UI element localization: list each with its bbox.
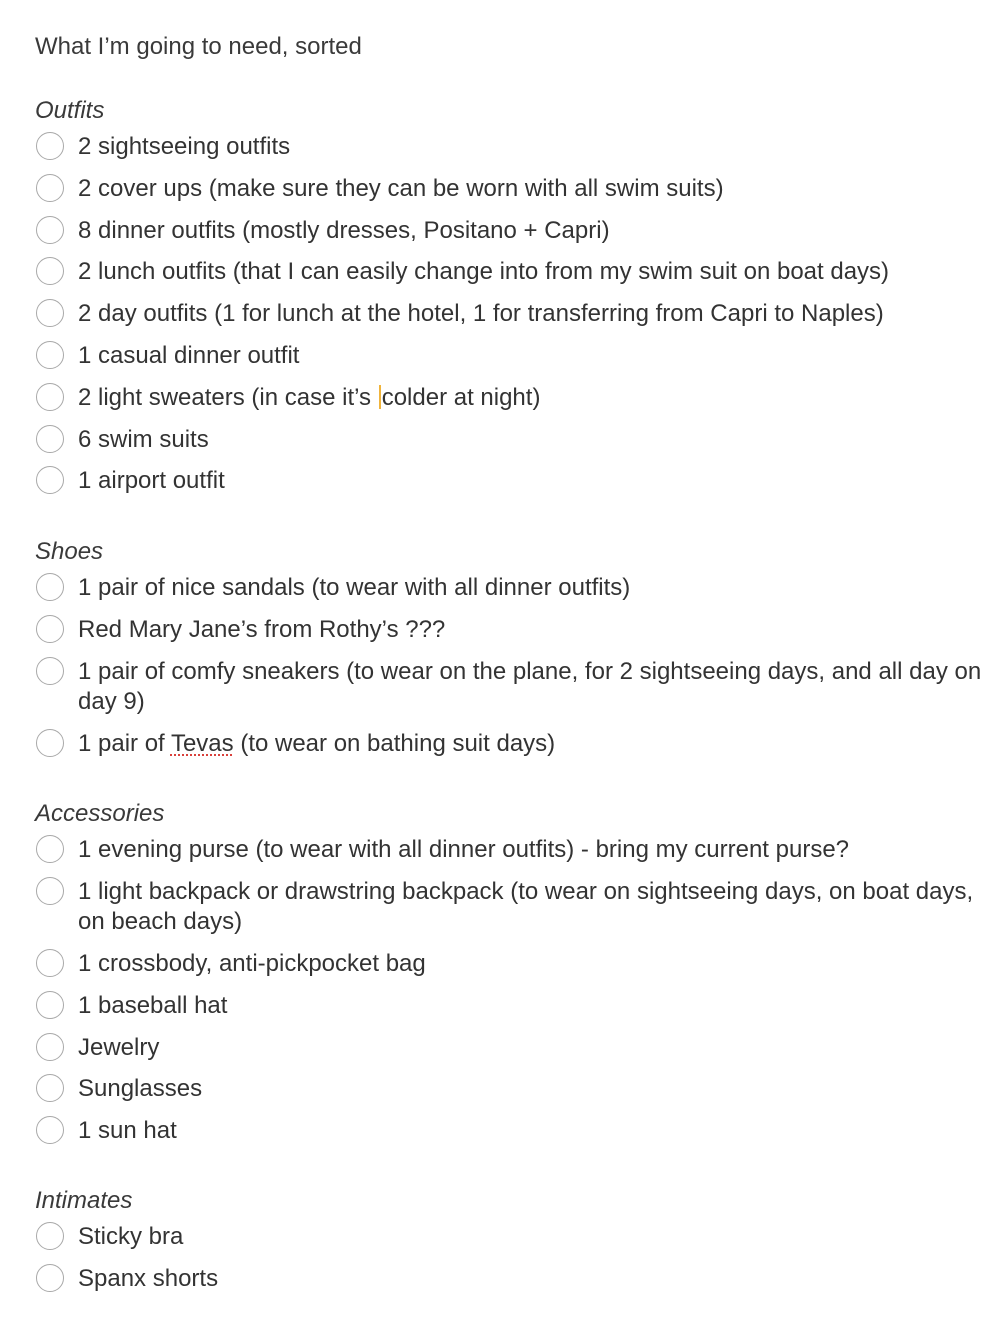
- checklist-item[interactable]: [35, 341, 985, 372]
- checklist-item[interactable]: [35, 1116, 985, 1147]
- checklist-item-text[interactable]: 1 crossbody, anti-pickpocket bag: [78, 950, 426, 978]
- checkbox[interactable]: [36, 657, 64, 685]
- checkbox[interactable]: [36, 1074, 64, 1102]
- text-segment: 1 pair of: [78, 729, 171, 757]
- section-heading[interactable]: Outfits: [35, 97, 105, 124]
- section-heading[interactable]: Shoes: [35, 538, 104, 565]
- checklist-item[interactable]: [35, 877, 985, 938]
- checklist-item[interactable]: [35, 835, 985, 866]
- checklist-item[interactable]: [35, 1074, 985, 1105]
- checklist-item[interactable]: [35, 216, 985, 247]
- checklist-item-text[interactable]: 1 airport outfit: [78, 467, 225, 495]
- checklist-item[interactable]: [35, 729, 985, 760]
- checkbox[interactable]: [36, 216, 64, 244]
- checklist-item[interactable]: [35, 174, 985, 205]
- checklist-item[interactable]: [35, 1264, 985, 1295]
- checklist-item[interactable]: [35, 132, 985, 163]
- checklist-item-text[interactable]: Sticky bra: [78, 1223, 184, 1250]
- checkbox[interactable]: [36, 1222, 64, 1250]
- checkbox[interactable]: [36, 132, 64, 160]
- text-segment: (to wear on bathing suit days): [233, 729, 556, 757]
- checkbox[interactable]: [36, 174, 64, 202]
- checklist: [35, 835, 985, 1147]
- section-intimates: [35, 1186, 985, 1306]
- checklist: [35, 573, 985, 759]
- checklist-item-text[interactable]: 6 swim suits: [78, 425, 209, 453]
- section-heading[interactable]: Accessories: [35, 800, 165, 827]
- checkbox[interactable]: [36, 1116, 64, 1144]
- checkbox[interactable]: [36, 991, 64, 1019]
- checklist-item-text[interactable]: 1 pair of nice sandals (to wear with all dinner outfits): [78, 574, 631, 601]
- note-title[interactable]: What I’m going to need, sorted: [35, 33, 362, 60]
- checklist: [35, 132, 985, 497]
- checklist-item[interactable]: [35, 991, 985, 1022]
- spellcheck-word[interactable]: Tevas: [170, 729, 234, 757]
- checklist-item[interactable]: [35, 949, 985, 980]
- checkbox[interactable]: [36, 466, 64, 494]
- text-before-caret: 2 light sweaters (in case it’s: [78, 383, 378, 411]
- checklist-item[interactable]: [35, 299, 985, 330]
- section-accessories: [35, 799, 985, 1158]
- section-outfits: [35, 96, 985, 508]
- checklist-item-text[interactable]: 8 dinner outfits (mostly dresses, Positano + Capri): [78, 216, 610, 244]
- checklist: [35, 1222, 985, 1294]
- checkbox[interactable]: [36, 835, 64, 863]
- checklist-item-text[interactable]: Jewelry: [78, 1033, 160, 1061]
- checklist-item-text[interactable]: 1 baseball hat: [78, 991, 228, 1019]
- checklist-item-text[interactable]: Spanx shorts: [78, 1264, 219, 1292]
- checkbox[interactable]: [36, 1033, 64, 1061]
- checklist-item[interactable]: [35, 657, 985, 718]
- checklist-item-text[interactable]: Red Mary Jane’s from Rothy’s ???: [78, 615, 446, 643]
- checklist-item-text[interactable]: 1 sun hat: [78, 1117, 177, 1145]
- checklist-item-text[interactable]: 2 lunch outfits (that I can easily change into from my swim suit on boat days): [78, 258, 890, 286]
- checklist-item-text[interactable]: 2 sightseeing outfits: [78, 133, 291, 160]
- checkbox[interactable]: [36, 1264, 64, 1292]
- checkbox[interactable]: [36, 425, 64, 453]
- checkbox[interactable]: [36, 573, 64, 601]
- checklist-item-text[interactable]: [78, 384, 540, 411]
- checkbox[interactable]: [36, 383, 64, 411]
- checkbox[interactable]: [36, 949, 64, 977]
- checklist-item-text[interactable]: 1 evening purse (to wear with all dinner outfits) - bring my current purse?: [78, 836, 850, 863]
- checklist-item-text[interactable]: Sunglasses: [78, 1075, 203, 1103]
- section-heading[interactable]: Intimates: [35, 1187, 133, 1214]
- checkbox[interactable]: [36, 341, 64, 369]
- checklist-item-text[interactable]: 1 light backpack or drawstring backpack (to wear on sightseeing days, on boat days, on beach days): [78, 877, 974, 936]
- checklist-item[interactable]: [35, 466, 985, 497]
- text-after-caret: colder at night): [381, 383, 541, 411]
- checkbox[interactable]: [36, 615, 64, 643]
- checkbox[interactable]: [36, 877, 64, 905]
- checkbox[interactable]: [36, 299, 64, 327]
- text-caret: [379, 385, 381, 409]
- checklist-item-text[interactable]: 2 cover ups (make sure they can be worn with all swim suits): [78, 174, 724, 202]
- checklist-item[interactable]: [35, 383, 985, 414]
- checklist-item[interactable]: [35, 573, 985, 604]
- section-shoes: [35, 537, 985, 771]
- checklist-item[interactable]: [35, 257, 985, 288]
- checklist-item[interactable]: [35, 615, 985, 646]
- checklist-item[interactable]: [35, 1222, 985, 1253]
- checkbox[interactable]: [36, 257, 64, 285]
- checklist-item-text[interactable]: [78, 730, 555, 757]
- checkbox[interactable]: [36, 729, 64, 757]
- checklist-item-text[interactable]: 1 casual dinner outfit: [78, 341, 300, 369]
- checklist-item-text[interactable]: 2 day outfits (1 for lunch at the hotel, 1 for transferring from Capri to Naples): [78, 300, 884, 328]
- checklist-item-text[interactable]: 1 pair of comfy sneakers (to wear on the plane, for 2 sightseeing days, and all day on day 9): [78, 657, 982, 716]
- checklist-item[interactable]: [35, 425, 985, 456]
- checklist-item[interactable]: [35, 1033, 985, 1064]
